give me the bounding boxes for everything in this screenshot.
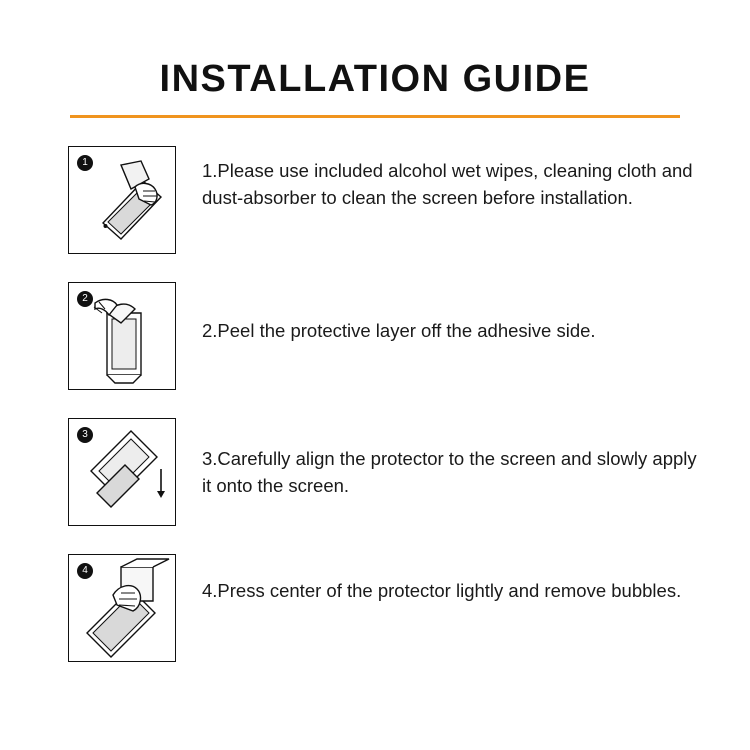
steps-list	[0, 146, 750, 662]
step-badge-2: 2	[77, 291, 93, 307]
list-item	[68, 146, 710, 254]
step-badge-1: 1	[77, 155, 93, 171]
step-text-2: 2.Peel the protective layer off the adhesive side.	[202, 320, 596, 341]
step-illustration-2	[68, 282, 176, 390]
step-badge-4: 4	[77, 563, 93, 579]
step-illustration-4	[68, 554, 176, 662]
step-text-1: 1.Please use included alcohol wet wipes, cleaning cloth and dust-absorber to clean the screen before installation.	[202, 160, 693, 208]
page-title: INSTALLATION GUIDE	[159, 58, 591, 100]
step-text-3: 3.Carefully align the protector to the screen and slowly apply it onto the screen.	[202, 448, 697, 496]
list-item	[68, 282, 710, 390]
step-illustration-3	[68, 418, 176, 526]
list-item	[68, 554, 710, 662]
step-illustration-1	[68, 146, 176, 254]
title-divider	[70, 115, 680, 118]
step-badge-3-label: 3	[82, 429, 88, 440]
step-badge-3	[77, 427, 93, 443]
step-text-4: 4.Press center of the protector lightly and remove bubbles.	[202, 580, 682, 601]
list-item	[68, 418, 710, 526]
